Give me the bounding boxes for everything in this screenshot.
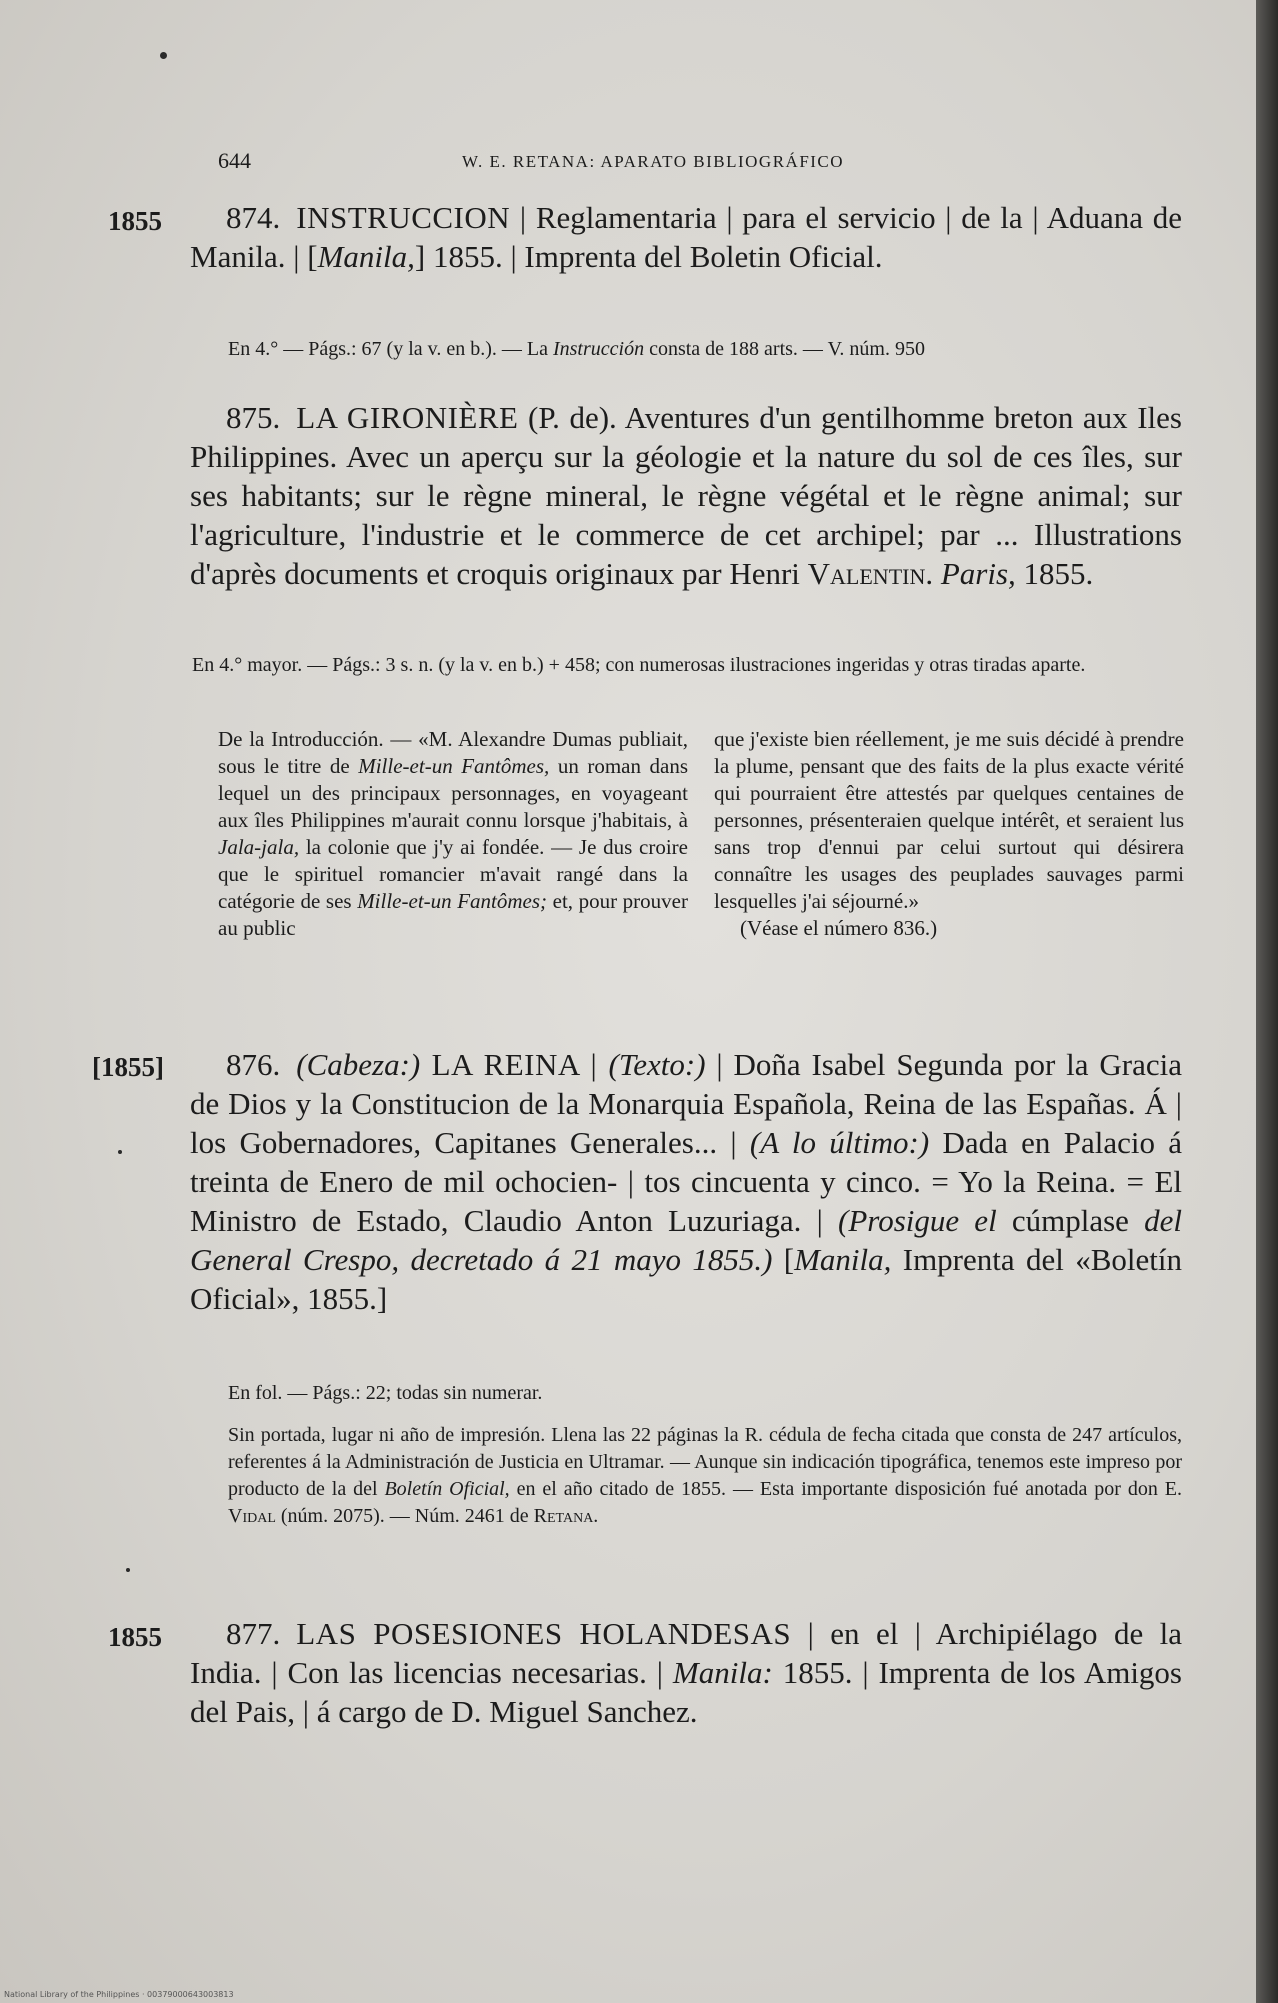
entry-title-tail: ] 1855. | Imprenta del Boletin Oficial.: [414, 239, 883, 274]
entry-876-description: [228, 1422, 1182, 1530]
entry-year: 1855: [108, 1622, 162, 1652]
entry-italic: (Prosigue el: [838, 1203, 997, 1238]
speck: [126, 1568, 130, 1572]
entry-year: 1855: [108, 206, 162, 236]
desc-text: (núm. 2075). — Núm. 2461 de: [275, 1505, 534, 1527]
note-text: En 4.° — Págs.: 67 (y la v. en b.). — La: [228, 338, 553, 360]
entry-874: [190, 198, 1182, 276]
page-number: 644: [218, 148, 251, 173]
entry-875: 875. LA GIRONIÈRE (P. de). Aventures d'un gentilhomme breton aux Iles Philippines. Avec un aperçu sur la géologie et la nature du sol de ces îles, sur ses habitants; sur le règne mineral, le règne végétal et le règne animal; sur l'agriculture, l'industrie et le commerce de cet archipel; par ... Illustrations d'après documents et croquis originaux par Henri Valentin. Paris, 1855.: [190, 400, 1182, 591]
entry-title-mid: Dada en Palacio á treinta de Enero de mil ochocien- | tos cincuenta y cinco. = Yo la Reina. = El Ministro de Estado, Claudio Anton Luzuriaga. |: [190, 1125, 1183, 1238]
entry-text: [: [772, 1242, 795, 1277]
entry-number: 877.: [226, 1616, 281, 1651]
quote-text: la colonie que j'y ai fondée. — Je dus croire que le spirituel romancier m'avait rangé dans la catégorie de ses: [218, 835, 688, 913]
entry-title-rest: (P. de). Aventures d'un gentilhomme breton aux Iles Philippines. Avec un aperçu sur la géologie et la nature du sol de ces îles, sur ses habitants; sur le règne mineral, le règne végétal et le règne animal; sur l'agriculture, l'industrie et le commerce de cet archipel; par ... Illustrations d'après documents et croquis originaux par Henri: [190, 400, 1182, 591]
note-tail: consta de 188 arts. — V. núm. 950: [644, 338, 925, 360]
entry-italic: (Texto:): [608, 1047, 706, 1082]
entry-title-tail: 1855. | Imprenta de los Amigos del Pais, | á cargo de D. Miguel Sanchez.: [190, 1655, 1182, 1729]
entry-illustrator: Valentin: [807, 556, 926, 591]
entry-877: [190, 1614, 1182, 1731]
quote-right-column: [714, 726, 1184, 942]
entry-number: 875.: [226, 400, 281, 435]
entry-876: [190, 1045, 1182, 1318]
entry-874-note: [228, 336, 1182, 363]
quote-columns: [218, 726, 1184, 942]
quote-text: De la Introducción. — «M. Alexandre Dumas publiait, sous le titre de: [218, 727, 688, 778]
desc-text: Sin portada, lugar ni año de impresión. Llena las 22 páginas la R. cédula de fecha citada que consta de 247 artículos, referentes á la Administración de Justicia en Ultramar. — Aunque sin indicación tipográfica, tenemos este impreso por producto de la del: [228, 1424, 1182, 1500]
entry-place: Manila:: [672, 1655, 773, 1690]
entry-title-tail: Imprenta del «Boletín Oficial», 1855.]: [190, 1242, 1182, 1316]
desc-author: Retana.: [533, 1505, 599, 1527]
note-text: En 4.° mayor. — Págs.: 3 s. n. (y la v. en b.) + 458; con numerosas ilustraciones ingeridas y otras tiradas aparte.: [192, 654, 1086, 676]
quote-italic: Mille-et-un Fantômes,: [358, 754, 550, 778]
quote-italic: Jala-jala,: [218, 835, 300, 859]
entry-italic: del General Crespo, decretado á 21 mayo 1855.): [190, 1203, 1182, 1277]
scan-footer: National Library of the Philippines · 00379000643003813: [4, 1990, 234, 1999]
entry-title: LA REINA |: [420, 1047, 609, 1082]
desc-author: Vidal: [228, 1505, 276, 1527]
quote-text: que j'existe bien réellement, je me suis décidé à prendre la plume, pensant que des faits de la plus exacte vérité qui pourraient être attestés par quelques centaines de personnes, présenteraien quelque intérêt, et seraient lus sans trop d'ennui par celui surtout qui désirera connaître les usages des peuplades sauvages parmi lesquelles j'ai séjourné.»: [714, 727, 1184, 913]
page-edge-shadow: [1256, 0, 1278, 2003]
entry-place: Paris,: [940, 556, 1016, 591]
quote-left-column: [218, 726, 688, 942]
entry-title-tail: 1855.: [1015, 556, 1094, 591]
entry-italic: (A lo último:): [749, 1125, 930, 1160]
entry-place: Manila,: [317, 239, 415, 274]
entry-place: Manila,: [794, 1242, 892, 1277]
desc-text: en el año citado de 1855. — Esta importante disposición fué anotada por don E.: [509, 1478, 1182, 1500]
quote-text: et, pour prouver au public: [218, 889, 688, 940]
entry-title: LAS POSESIONES HOLANDESAS: [296, 1616, 792, 1651]
entry-text: cúmplase: [996, 1203, 1145, 1238]
entry-title: LA GIRONIÈRE: [296, 400, 519, 435]
quote-italic: Mille-et-un Fantômes;: [357, 889, 548, 913]
note-text: En fol. — Págs.: 22; todas sin numerar.: [228, 1382, 543, 1404]
entry-875-note: [192, 652, 1182, 679]
entry-title-rest: | Doña Isabel Segunda por la Gracia de Dios y la Constitucion de la Monarquia Española, Reina de las Españas. Á | los Gobernadores, Capitanes Generales... |: [190, 1047, 1182, 1160]
note-italic: Instrucción: [552, 338, 645, 360]
entry-876-note: [228, 1380, 1182, 1407]
entry-title: INSTRUCCION: [296, 200, 511, 235]
entry-italic: (Cabeza:): [296, 1047, 421, 1082]
entry-number: 876.: [226, 1047, 281, 1082]
entry-title-rest: | en el | Archipiélago de la India. | Con las licencias necesarias. |: [190, 1616, 1183, 1690]
speck: [160, 52, 167, 59]
running-title: W. E. RETANA: APARATO BIBLIOGRÁFICO: [462, 152, 845, 171]
entry-year: [1855]: [92, 1052, 164, 1082]
entry-number: 874.: [226, 200, 281, 235]
desc-italic: Boletín Oficial,: [384, 1478, 510, 1500]
speck: [118, 1150, 122, 1154]
entry-title-rest: | Reglamentaria | para el servicio | de la | Aduana de Manila. | [: [190, 200, 1182, 274]
see-also: (Véase el número 836.): [740, 916, 938, 940]
quote-text: un roman dans lequel un des principaux personnages, en voyageant aux îles Philippines m'aurait connu lorsque j'habitais, à: [218, 754, 689, 832]
